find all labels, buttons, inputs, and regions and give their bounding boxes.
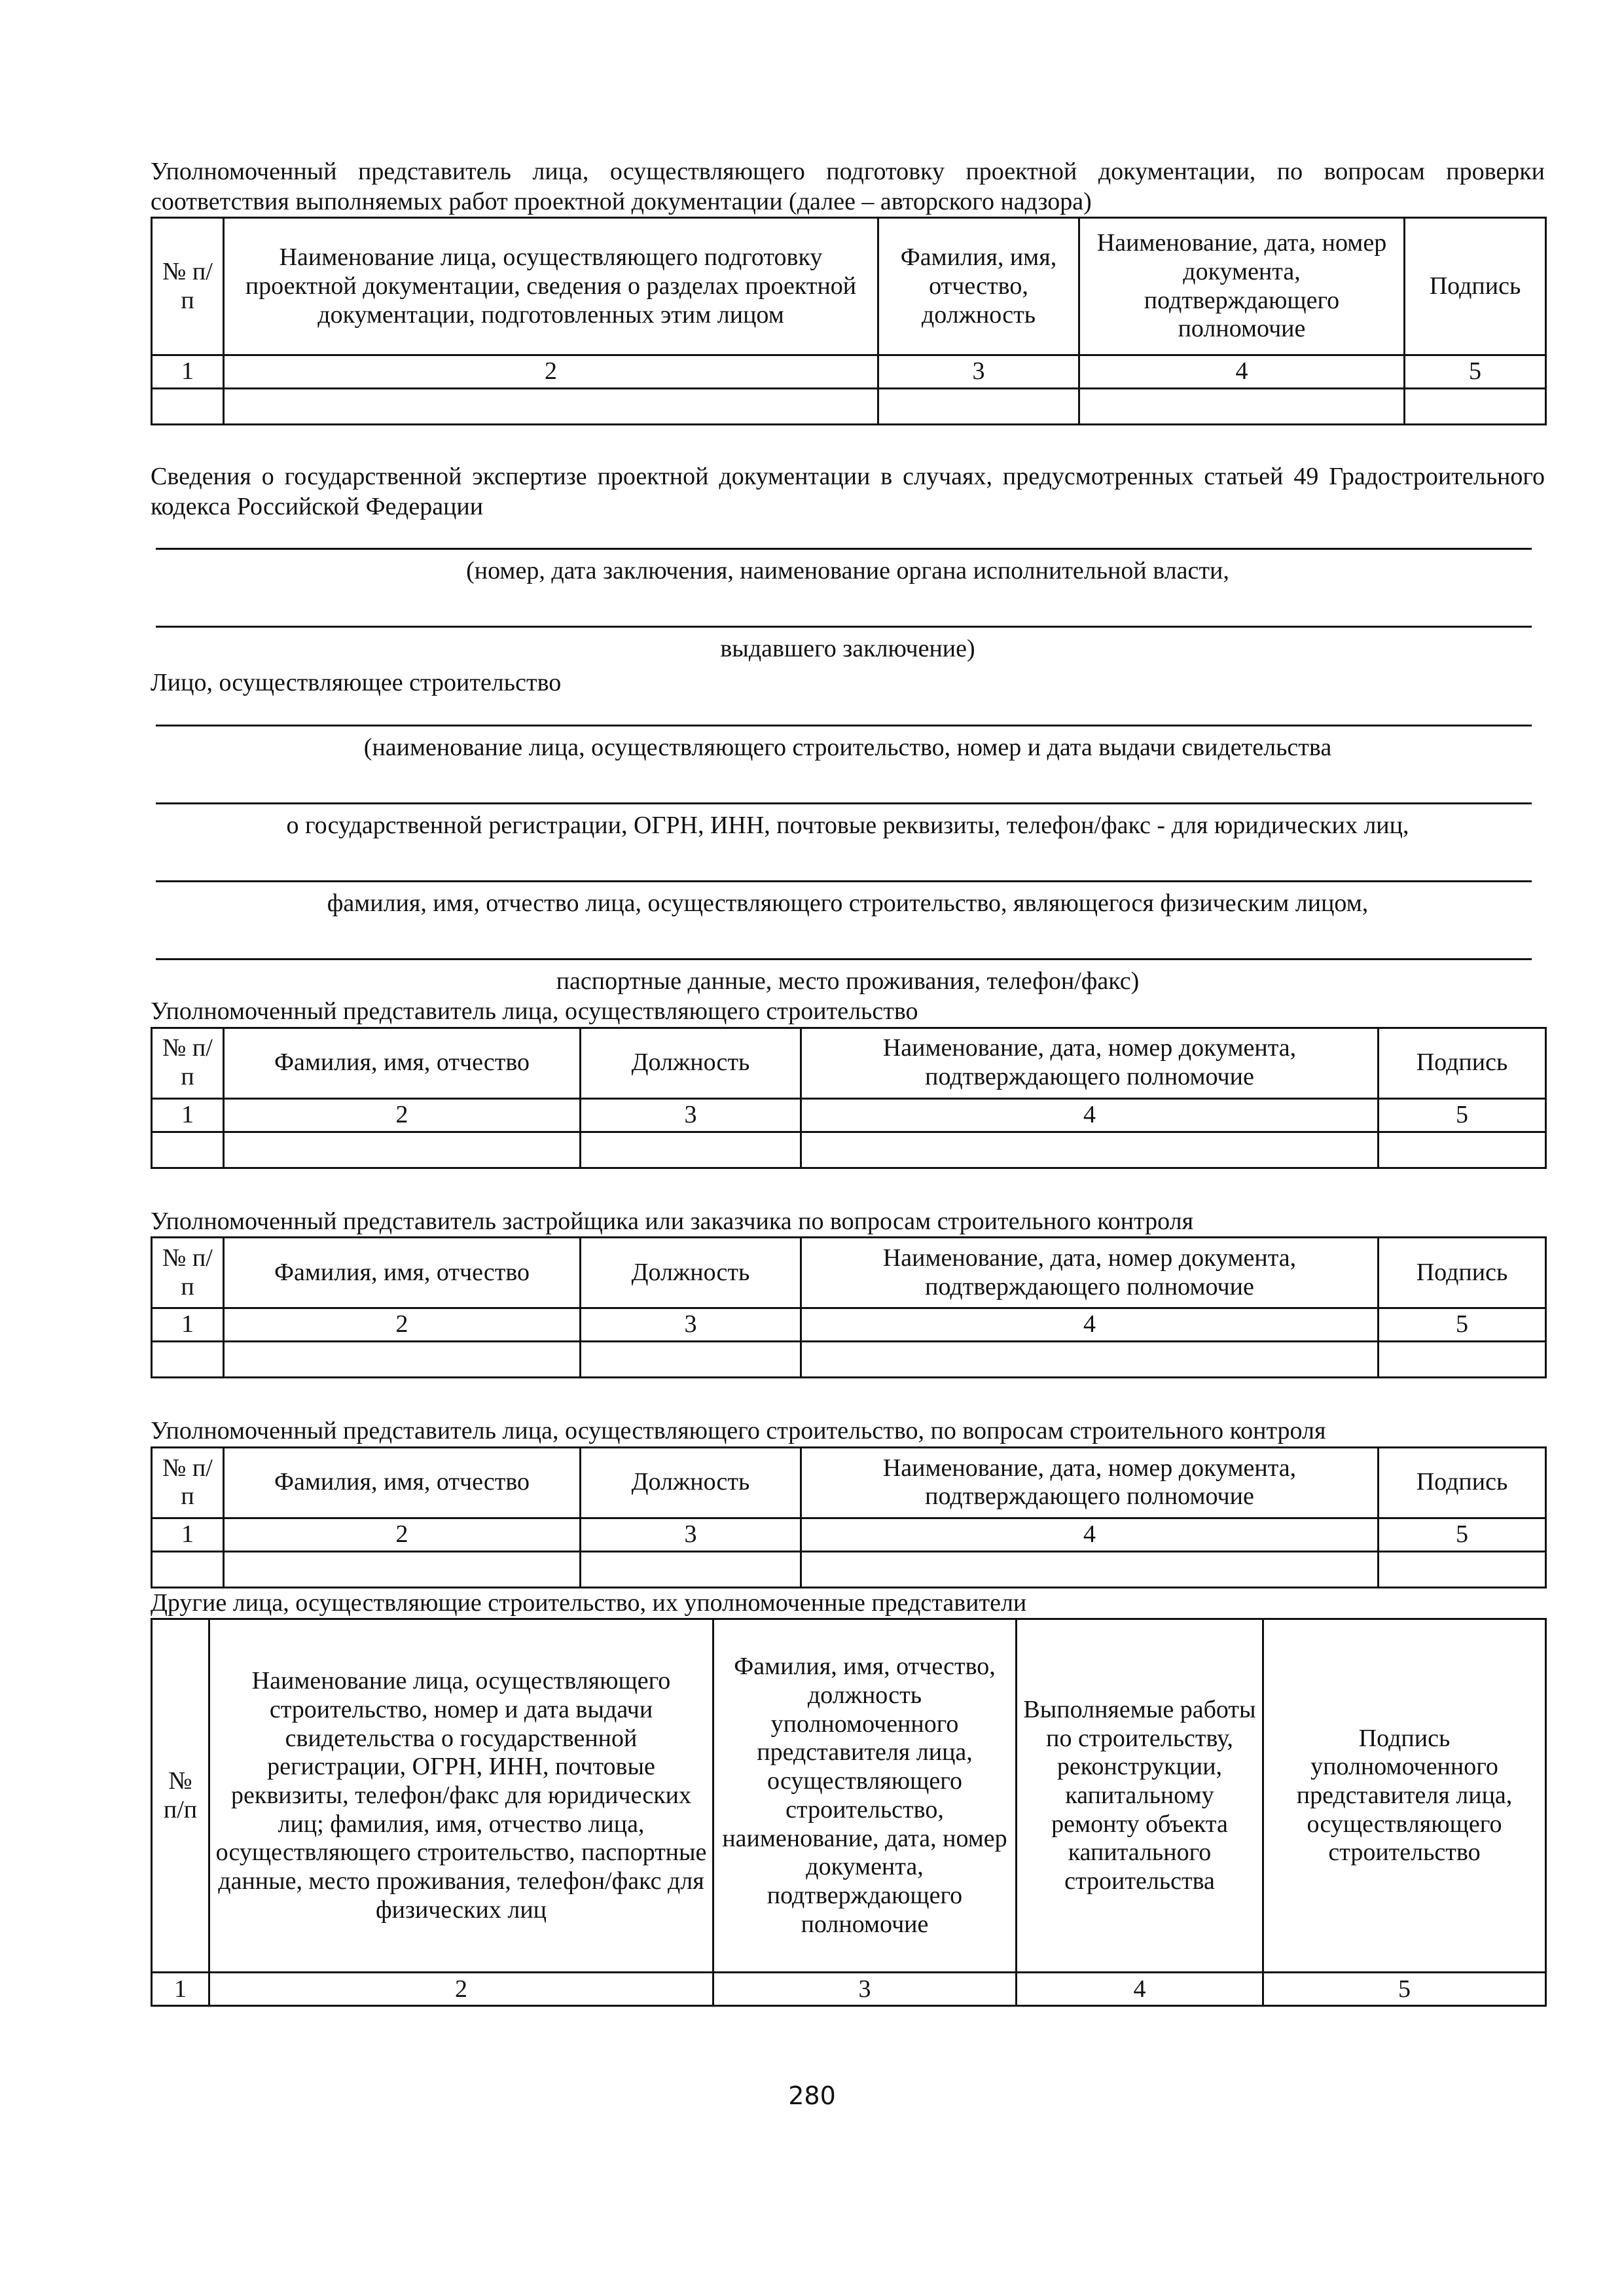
section4-table: [151, 1027, 1547, 1169]
table-number-row: [152, 1308, 1546, 1342]
table-cell[interactable]: [224, 1342, 581, 1378]
caption: о государственной регистрации, ОГРН, ИНН, почтовые реквизиты, телефон/факс - для юридических лиц,: [286, 811, 1409, 839]
column-number: 4: [801, 1518, 1379, 1551]
blank-line[interactable]: [156, 854, 1532, 882]
caption: паспортные данные, место проживания, телефон/факс): [556, 967, 1140, 995]
table-number-row: [152, 355, 1546, 389]
table-cell[interactable]: [801, 1551, 1379, 1587]
table-row: [152, 1132, 1546, 1168]
table-cell[interactable]: [1079, 389, 1405, 425]
header-signature: Подпись: [1379, 1447, 1546, 1518]
column-number: 3: [713, 1973, 1017, 2006]
column-number: 5: [1405, 355, 1546, 389]
page-number: 280: [788, 2081, 836, 2110]
table-cell[interactable]: [1379, 1132, 1546, 1168]
header-signature: Подпись: [1379, 1238, 1546, 1308]
table-cell[interactable]: [152, 1132, 224, 1168]
blank-line[interactable]: [156, 932, 1532, 960]
column-number: 5: [1379, 1518, 1546, 1551]
column-number: 1: [152, 1518, 224, 1551]
column-number: 4: [801, 1098, 1379, 1132]
header-document: Наименование, дата, номер документа, подтверждающего полномочие: [801, 1028, 1379, 1098]
header-signature: Подпись: [1379, 1028, 1546, 1098]
header-signature: Подпись уполномоченного представителя лица, осуществляющего строительство: [1263, 1619, 1546, 1973]
section7-table: [151, 1618, 1547, 2007]
header-number: № п/п: [152, 1028, 224, 1098]
table-cell[interactable]: [152, 1551, 224, 1587]
section7-title: Другие лица, осуществляющие строительство, их уполномоченные представители: [151, 1588, 1027, 1617]
section5-title: Уполномоченный представитель застройщика или заказчика по вопросам строительного контроля: [151, 1207, 1194, 1235]
column-number: 1: [152, 1308, 224, 1342]
table-cell[interactable]: [1379, 1551, 1546, 1587]
header-number: № п/п: [152, 1238, 224, 1308]
caption: (номер, дата заключения, наименование органа исполнительной власти,: [466, 557, 1229, 585]
table-number-row: [152, 1098, 1546, 1132]
table-row: [152, 389, 1546, 425]
section6-table: [151, 1446, 1547, 1588]
table-number-row: [152, 1518, 1546, 1551]
section5-table: [151, 1236, 1547, 1378]
section6-title: Уполномоченный представитель лица, осуществляющего строительство, по вопросам строительного контроля: [151, 1417, 1326, 1445]
column-number: 3: [581, 1308, 801, 1342]
section3-title: Лицо, осуществляющее строительство: [151, 669, 562, 697]
table-cell[interactable]: [224, 1551, 581, 1587]
column-number: 3: [581, 1098, 801, 1132]
header-number: № п/п: [152, 1447, 224, 1518]
header-organization: Наименование лица, осуществляющего подготовку проектной документации, сведения о разделах проектной документации, подготовленных этим лицом: [224, 218, 878, 355]
column-number: 1: [152, 1098, 224, 1132]
header-works: Выполняемые работы по строительству, реконструкции, капитальному ремонту объекта капитального строительства: [1017, 1619, 1263, 1973]
caption: выдавшего заключение): [720, 635, 975, 663]
header-organization: Наименование лица, осуществляющего строительство, номер и дата выдачи свидетельства о государственной регистрации, ОГРН, ИНН, почтовые реквизиты, телефон/факс для юридических лиц; фамилия, имя, отчество лица, осуществляющего строительство, паспортные данные, место проживания, телефон/факс для физических лиц: [209, 1619, 713, 1973]
blank-line[interactable]: [156, 698, 1532, 726]
header-document: Наименование, дата, номер документа, подтверждающего полномочие: [801, 1238, 1379, 1308]
table-cell[interactable]: [581, 1551, 801, 1587]
table-cell[interactable]: [152, 1342, 224, 1378]
blank-line[interactable]: [156, 600, 1532, 628]
table-cell[interactable]: [224, 389, 878, 425]
column-number: 2: [224, 1098, 581, 1132]
table-cell[interactable]: [224, 1132, 581, 1168]
header-position: Должность: [581, 1447, 801, 1518]
section1-title: Уполномоченный представитель лица, осуществляющего подготовку проектной документации, по вопросам проверки соответствия выполняемых работ проектной документации (далее – авторского надзора): [151, 158, 1545, 215]
column-number: 1: [152, 1973, 209, 2006]
blank-line[interactable]: [156, 776, 1532, 804]
caption: фамилия, имя, отчество лица, осуществляющего строительство, являющегося физическим лицом,: [327, 889, 1369, 917]
column-number: 3: [581, 1518, 801, 1551]
header-full-name: Фамилия, имя, отчество: [224, 1447, 581, 1518]
header-representative: Фамилия, имя, отчество, должность уполномоченного представителя лица, осуществляющего строительство, наименование, дата, номер документа, подтверждающего полномочие: [713, 1619, 1017, 1973]
table-cell[interactable]: [801, 1342, 1379, 1378]
table-cell[interactable]: [152, 389, 224, 425]
column-number: 2: [209, 1973, 713, 2006]
table-header-row: [152, 1447, 1546, 1518]
column-number: 1: [152, 355, 224, 389]
table-cell[interactable]: [878, 389, 1079, 425]
header-position: Должность: [581, 1238, 801, 1308]
column-number: 2: [224, 355, 878, 389]
header-full-name: Фамилия, имя, отчество: [224, 1238, 581, 1308]
header-document: Наименование, дата, номер документа, подтверждающего полномочие: [801, 1447, 1379, 1518]
table-cell[interactable]: [1405, 389, 1546, 425]
table-header-row: [152, 1619, 1546, 1973]
caption: (наименование лица, осуществляющего строительство, номер и дата выдачи свидетельства: [363, 733, 1332, 761]
header-signature: Подпись: [1405, 218, 1546, 355]
table-cell[interactable]: [801, 1132, 1379, 1168]
header-number: № п/п: [152, 1619, 209, 1973]
column-number: 5: [1263, 1973, 1546, 2006]
blank-line[interactable]: [156, 522, 1532, 550]
section2-title: Сведения о государственной экспертизе проектной документации в случаях, предусмотренных статьей 49 Градостроительного кодекса Российской Федерации: [151, 463, 1545, 520]
header-full-name: Фамилия, имя, отчество, должность: [878, 218, 1079, 355]
table-cell[interactable]: [1379, 1342, 1546, 1378]
table-header-row: [152, 1028, 1546, 1098]
table-cell[interactable]: [581, 1132, 801, 1168]
table-row: [152, 1551, 1546, 1587]
header-position: Должность: [581, 1028, 801, 1098]
table-number-row: [152, 1973, 1546, 2006]
table-header-row: [152, 218, 1546, 355]
column-number: 3: [878, 355, 1079, 389]
column-number: 4: [1079, 355, 1405, 389]
header-number: № п/п: [152, 218, 224, 355]
column-number: 2: [224, 1308, 581, 1342]
column-number: 2: [224, 1518, 581, 1551]
header-document: Наименование, дата, номер документа, подтверждающего полномочие: [1079, 218, 1405, 355]
document-page: [151, 157, 1545, 2007]
table-header-row: [152, 1238, 1546, 1308]
column-number: 5: [1379, 1098, 1546, 1132]
header-full-name: Фамилия, имя, отчество: [224, 1028, 581, 1098]
table-row: [152, 1342, 1546, 1378]
table-cell[interactable]: [581, 1342, 801, 1378]
column-number: 4: [1017, 1973, 1263, 2006]
column-number: 5: [1379, 1308, 1546, 1342]
section4-title: Уполномоченный представитель лица, осуществляющего строительство: [151, 997, 918, 1025]
section1-table: [151, 217, 1547, 425]
column-number: 4: [801, 1308, 1379, 1342]
